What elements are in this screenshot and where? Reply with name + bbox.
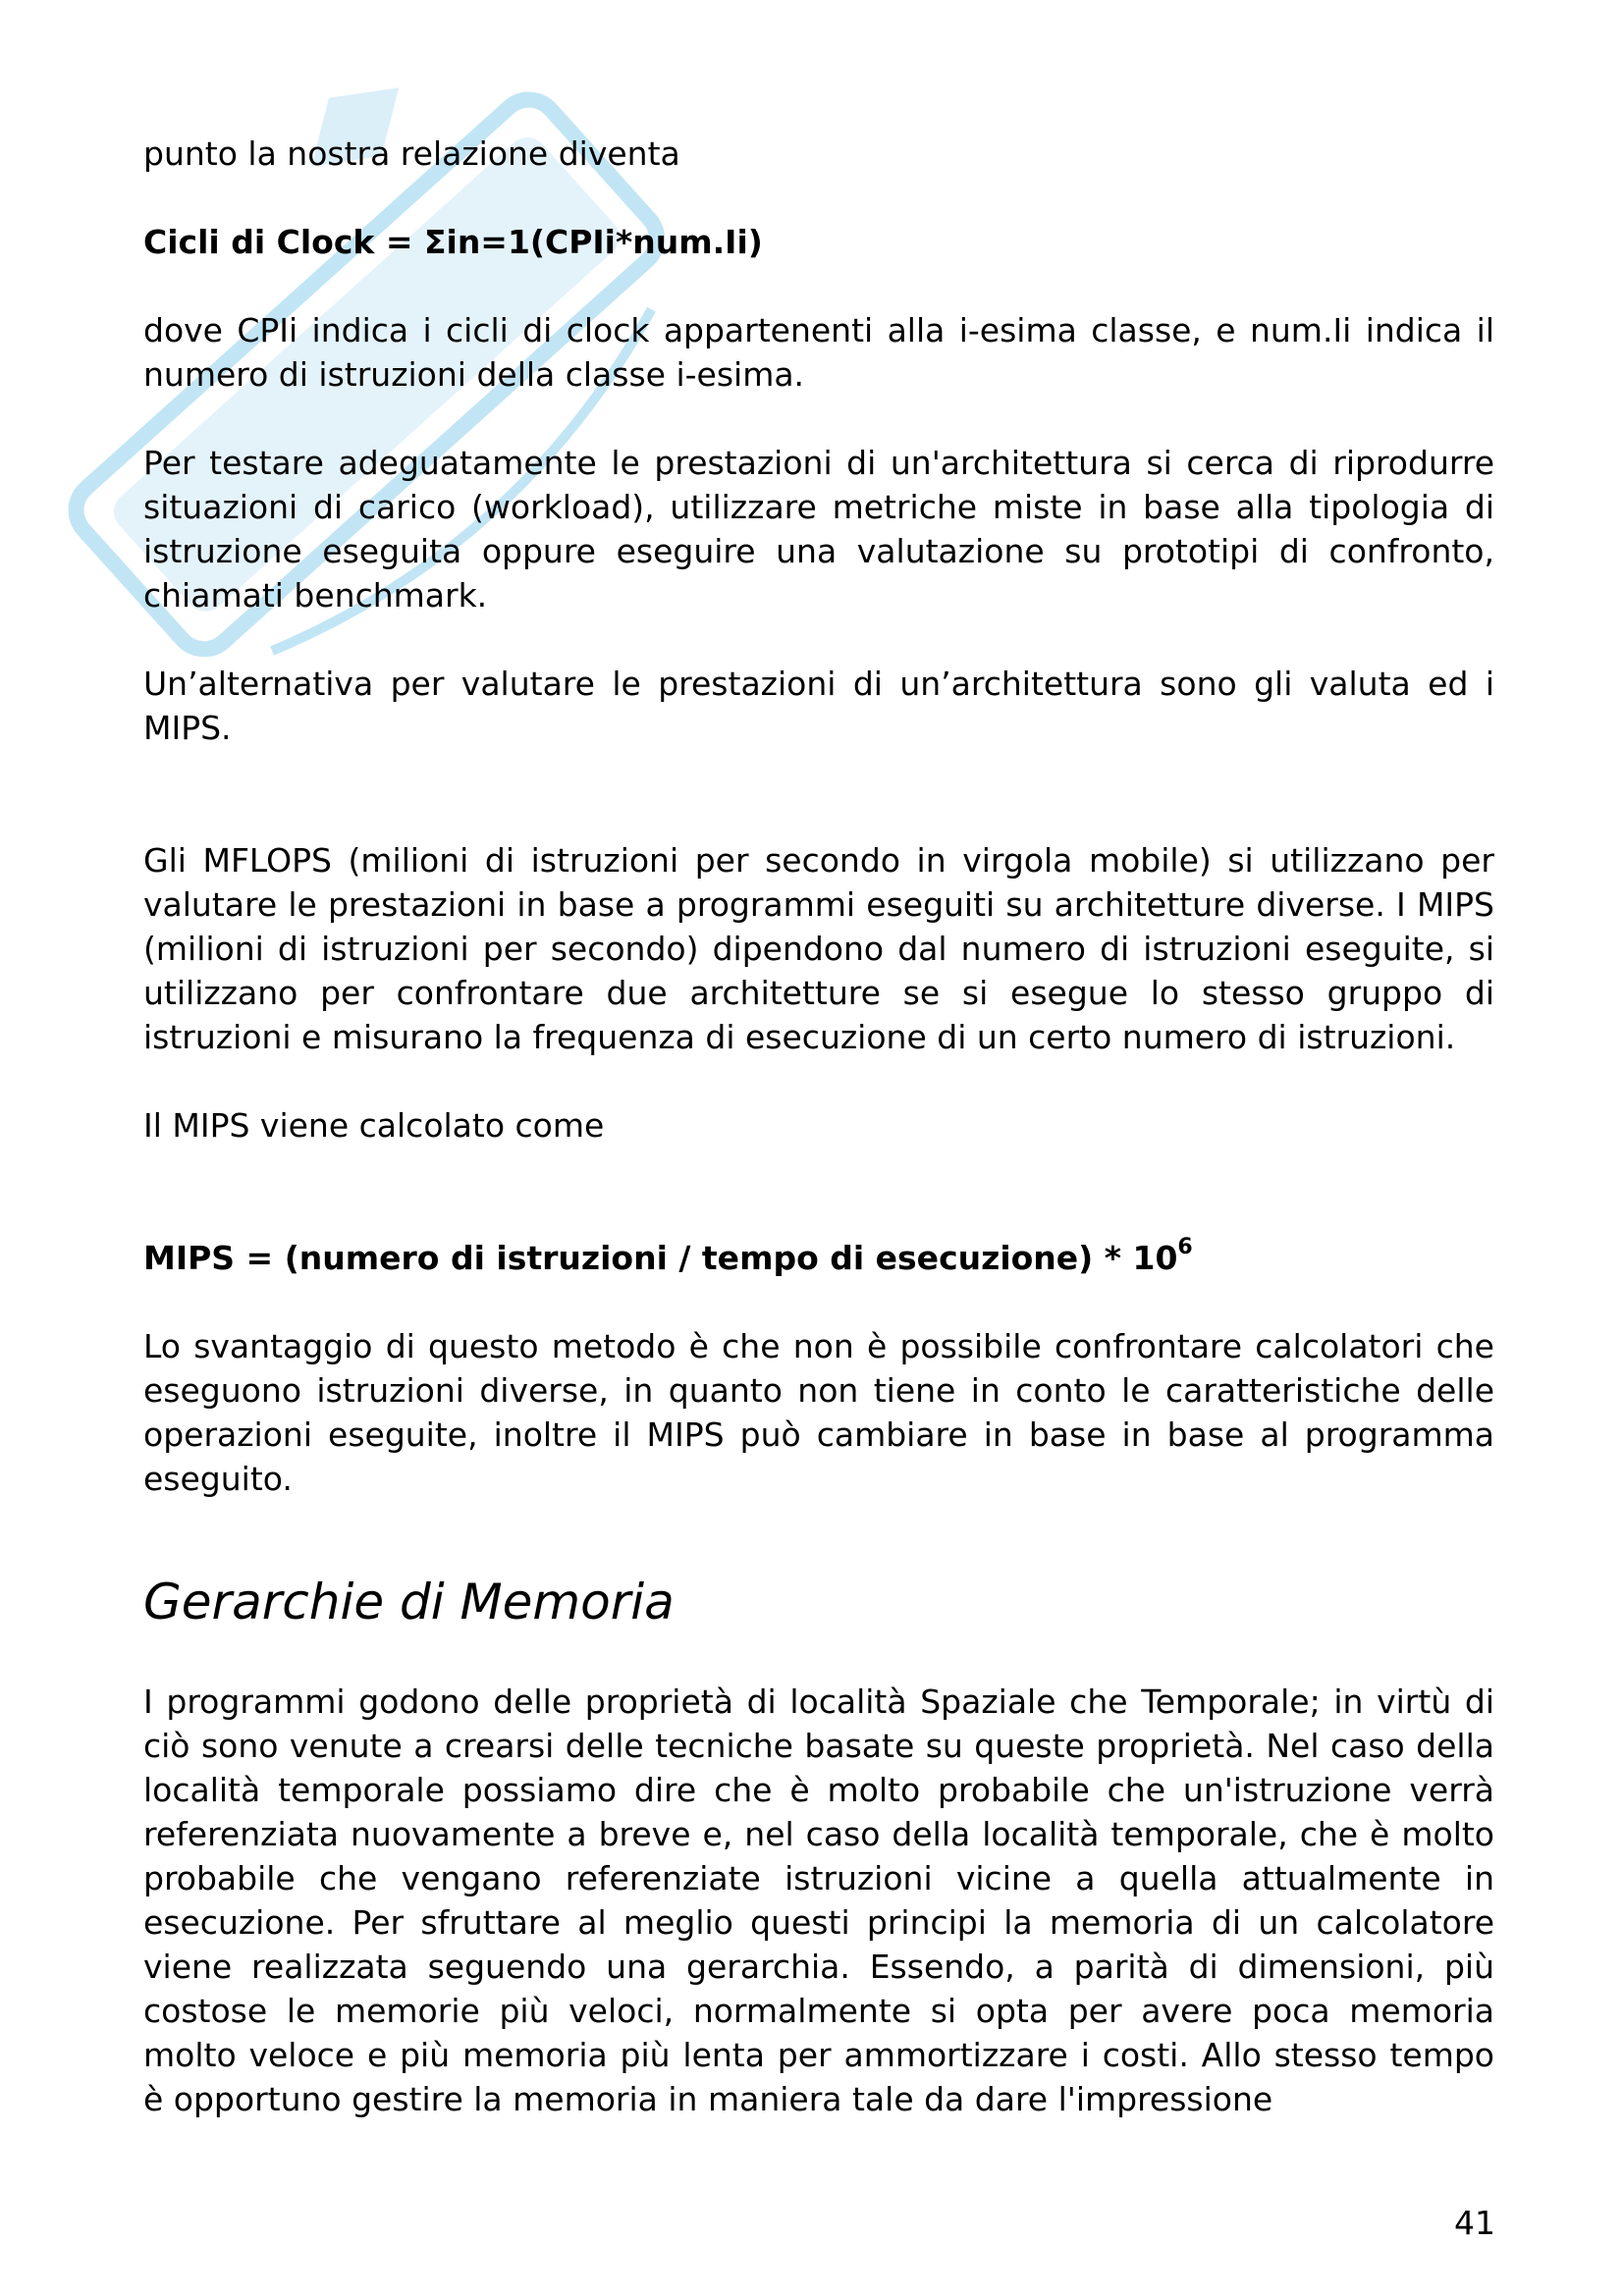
paragraph-cpi: dove CPIi indica i cicli di clock appartenenti alla i-esima classe, e num.Ii indica il numero di istruzioni della classe i-esima.: [143, 311, 1494, 394]
paragraph-svantaggio: Lo svantaggio di questo metodo è che non è possibile confrontare calcolatori che eseguono istruzioni diverse, in quanto non tiene in conto le caratteristiche delle operazioni eseguite, inoltre il MIPS può cambiare in base in base al programma eseguito.: [143, 1327, 1494, 1498]
spacer: [143, 617, 1494, 662]
section-heading-gerarchie: Gerarchie di Memoria: [143, 1574, 675, 1630]
paragraph-mflops: Gli MFLOPS (milioni di istruzioni per secondo in virgola mobile) si utilizzano per valutare le prestazioni in base a programmi eseguiti su architetture diverse. I MIPS (milioni di istruzioni per secondo) dipendono dal numero di istruzioni eseguite, si utilizzano per confrontare due architetture se si esegue lo stesso gruppo di istruzioni e misurano la frequenza di esecuzione di un certo numero di istruzioni.: [143, 841, 1494, 1056]
spacer: [143, 1280, 1494, 1324]
spacer: [143, 264, 1494, 308]
spacer: [143, 1501, 1494, 1572]
paragraph-mips-calc: Il MIPS viene calcolato come: [143, 1106, 605, 1145]
formula-mips-body: MIPS = (numero di istruzioni / tempo di esecuzione) * 10: [143, 1239, 1178, 1277]
formula-mips: [143, 1236, 1494, 1280]
document-body: [143, 132, 1494, 2121]
formula-clock-cycles: Cicli di Clock = Σin=1(CPIi*num.Ii): [143, 223, 763, 261]
page-number: 41: [1454, 2204, 1495, 2242]
spacer: [143, 397, 1494, 441]
paragraph-alternativa: Un’alternativa per valutare le prestazioni di un’architettura sono gli valuta ed i MIPS.: [143, 665, 1494, 747]
paragraph-testare: Per testare adeguatamente le prestazioni di un'architettura si cerca di riprodurre situazioni di carico (workload), utilizzare metriche miste in base alla tipologia di istruzione eseguita oppure eseguire una valutazione su prototipi di confronto, chiamati benchmark.: [143, 444, 1494, 614]
spacer: [143, 1148, 1494, 1236]
spacer: [143, 750, 1494, 838]
intro-text: punto la nostra relazione diventa: [143, 134, 680, 173]
formula-mips-exponent: 6: [1177, 1235, 1193, 1259]
spacer: [143, 1632, 1494, 1680]
spacer: [143, 176, 1494, 220]
paragraph-programmi: I programmi godono delle proprietà di località Spaziale che Temporale; in virtù di ciò sono venute a crearsi delle tecniche basate su queste proprietà. Nel caso della località temporale possiamo dire che è molto probabile che un'istruzione verrà referenziata nuovamente a breve e, nel caso della località temporale, che è molto probabile che vengano referenziate istruzioni vicine a quella attualmente in esecuzione. Per sfruttare al meglio questi principi la memoria di un calcolatore viene realizzata seguendo una gerarchia. Essendo, a parità di dimensioni, più costose le memorie più veloci, normalmente si opta per avere poca memoria molto veloce e più memoria più lenta per ammortizzare i costi. Allo stesso tempo è opportuno gestire la memoria in maniera tale da dare l'impressione: [143, 1682, 1494, 2118]
spacer: [143, 1059, 1494, 1103]
